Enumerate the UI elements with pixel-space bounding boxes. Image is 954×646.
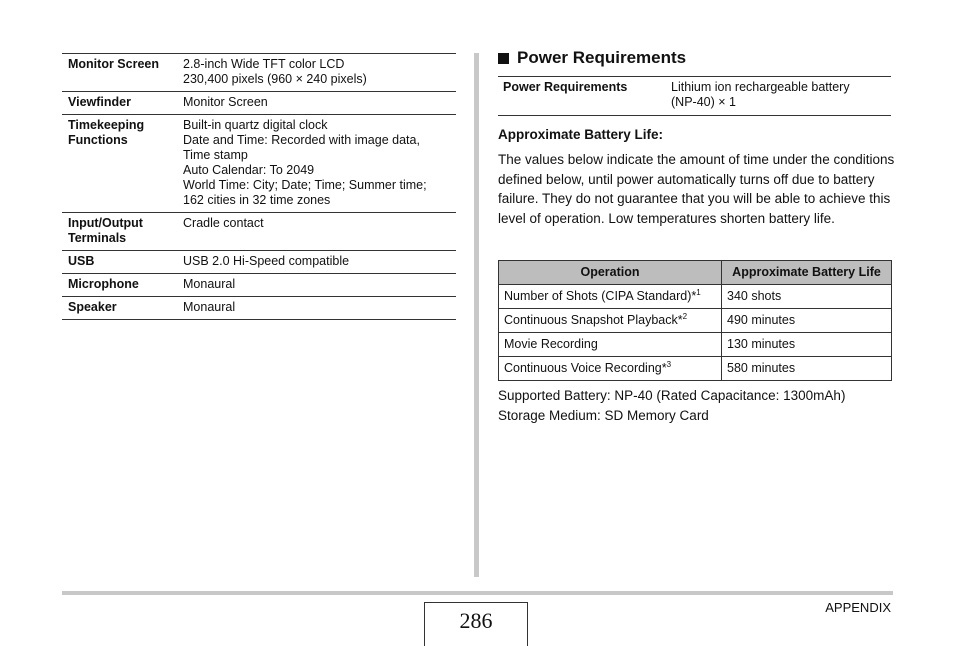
spec-label: Timekeeping Functions (62, 115, 177, 213)
table-row (62, 297, 456, 320)
battery-life-heading: Approximate Battery Life: (498, 127, 664, 142)
operation-cell: Movie Recording (499, 333, 722, 357)
table-row (499, 333, 892, 357)
spec-value: Monaural (177, 297, 456, 320)
supported-battery-text: Supported Battery: NP-40 (Rated Capacitance: 1300mAh) (498, 388, 846, 403)
spec-label: Speaker (62, 297, 177, 320)
spec-label: Input/Output Terminals (62, 213, 177, 251)
battery-life-table (498, 260, 892, 381)
spec-value: Monaural (177, 274, 456, 297)
table-row (62, 54, 456, 92)
power-value: Lithium ion rechargeable battery (NP-40) × 1 (666, 77, 891, 116)
table-header-row (499, 261, 892, 285)
spec-table (62, 53, 456, 320)
spec-value: USB 2.0 Hi-Speed compatible (177, 251, 456, 274)
spec-label: Monitor Screen (62, 54, 177, 92)
footnote-marker: 2 (682, 312, 688, 321)
operation-cell: Continuous Voice Recording*$^3$ (499, 357, 722, 381)
table-row (62, 92, 456, 115)
power-label: Power Requirements (498, 77, 666, 116)
footer-rule (62, 591, 893, 595)
battery-life-cell: 340 shots (722, 285, 892, 309)
battery-life-cell: 580 minutes (722, 357, 892, 381)
section-label: APPENDIX (825, 600, 891, 615)
table-row (499, 285, 892, 309)
column-header-battery-life: Approximate Battery Life (722, 261, 892, 285)
table-row (499, 357, 892, 381)
table-row (498, 77, 891, 116)
column-divider (474, 53, 479, 577)
page-number: 286 (424, 602, 528, 646)
operation-cell: Number of Shots (CIPA Standard)*$^1$ (499, 285, 722, 309)
table-row (62, 115, 456, 213)
section-title-text: Power Requirements (517, 48, 687, 67)
storage-medium-text: Storage Medium: SD Memory Card (498, 408, 709, 423)
spec-label: Viewfinder (62, 92, 177, 115)
spec-value: 2.8-inch Wide TFT color LCD 230,400 pixels (960 × 240 pixels) (177, 54, 456, 92)
battery-intro-paragraph: The values below indicate the amount of time under the conditions defined below, until power automatically turns off due to battery failure. They do not guarantee that you will be able to achieve this level of operation. Low temperatures shorten battery life. (498, 152, 895, 226)
table-row (62, 251, 456, 274)
footnote-marker: 3 (666, 360, 672, 369)
spec-label: Microphone (62, 274, 177, 297)
column-header-operation: Operation (499, 261, 722, 285)
section-title (498, 48, 686, 68)
battery-life-cell: 490 minutes (722, 309, 892, 333)
spec-value: Monitor Screen (177, 92, 456, 115)
square-bullet-icon (498, 53, 509, 64)
table-row (499, 309, 892, 333)
operation-cell: Continuous Snapshot Playback*$^2$ (499, 309, 722, 333)
spec-value: Built-in quartz digital clock Date and Time: Recorded with image data, Time stamp Auto Calendar: To 2049 World Time: City; Date; Time; Summer time; 162 cities in 32 time zones (177, 115, 456, 213)
table-row (62, 274, 456, 297)
footnote-marker: 1 (696, 288, 701, 297)
table-row (62, 213, 456, 251)
spec-label: USB (62, 251, 177, 274)
power-requirements-table (498, 76, 891, 116)
battery-life-cell: 130 minutes (722, 333, 892, 357)
spec-value: Cradle contact (177, 213, 456, 251)
